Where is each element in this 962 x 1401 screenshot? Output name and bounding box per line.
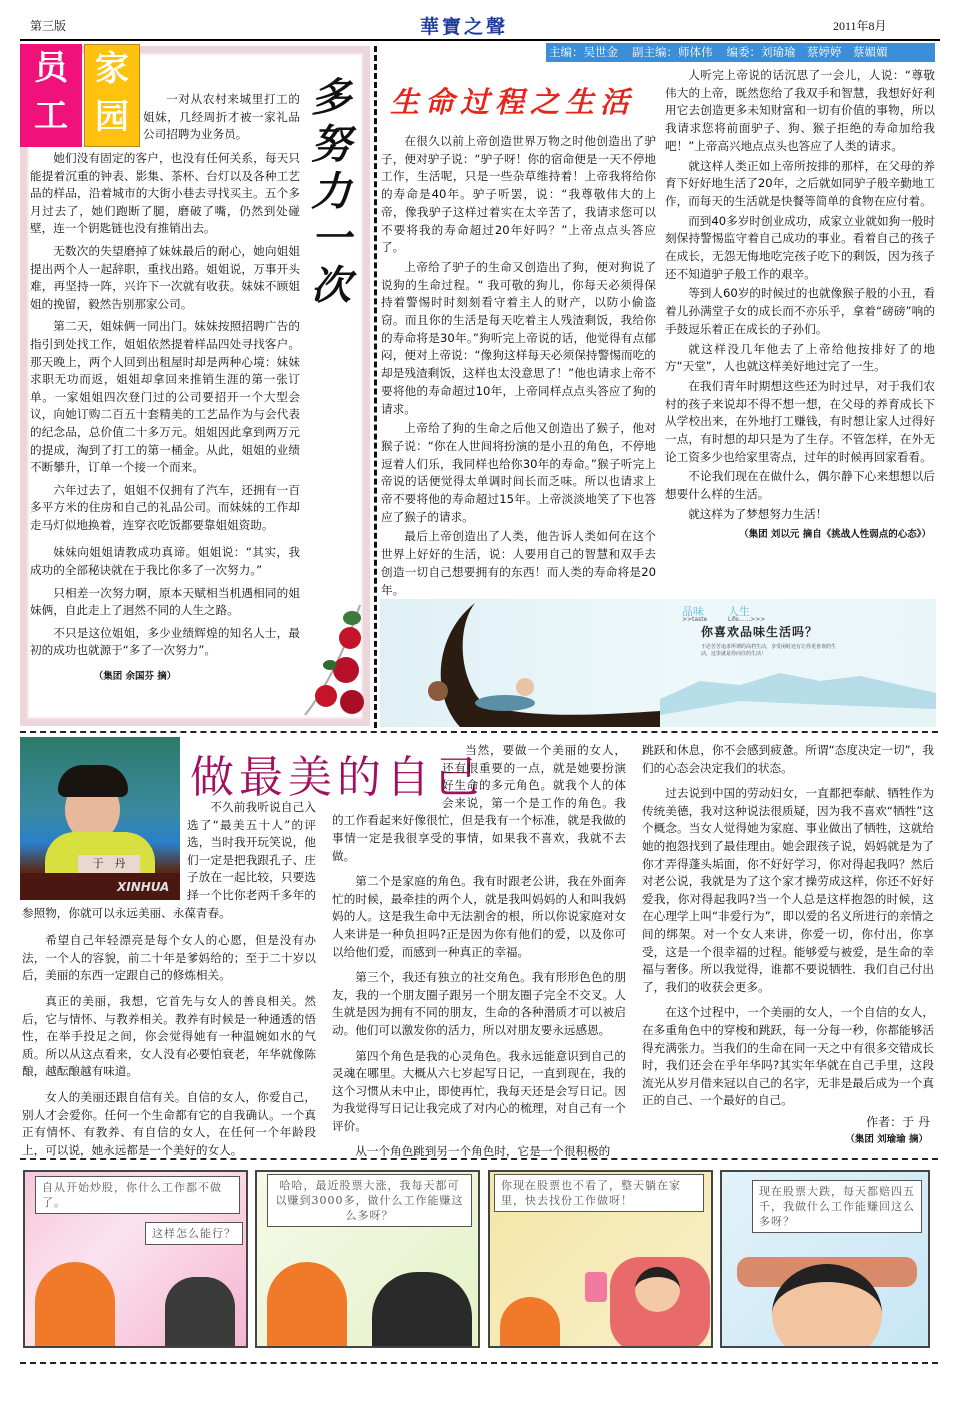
speech-bubble: 哈哈，最近股票大涨，我每天都可以赚到3000多，做什么工作能赚这么多呀？	[267, 1174, 472, 1227]
paragraph: 就这样人类正如上帝所按排的那样，在父母的养育下好好地生活了20年，之后就如同驴子般辛勤地工作，而每天的生活就是快餐等简单的食物在应付着。	[665, 158, 935, 208]
speech-bubble: 你现在股票也不看了，整天躺在家里，快去找份工作做呀！	[494, 1174, 704, 1212]
paragraph: 在这个过程中，一个美丽的女人，一个自信的女人，在多重角色中的穿梭和跳跃，每一分每一秒，你都能够活得充满张力。当我们的生命在同一天之中有很多交错成长时，我们还会在乎年华吗?其实年华就在自己手里，这段流光从岁月借来冠以自己的名字，无非是最后成为一个真正的自己、一个最好的自己。	[642, 1005, 934, 1108]
badge-char: 家	[95, 49, 129, 89]
section-divider	[20, 731, 938, 733]
photo-watermark: XINHUA	[117, 880, 170, 894]
ad-life-en: Life......>>>	[728, 616, 766, 623]
header-rule	[20, 39, 940, 41]
speech-bubble: 现在股票大跌，每天都赔四五千，我做什么工作能赚回这么多呀？	[752, 1180, 922, 1233]
paragraph: 无数次的失望磨掉了妹妹最后的耐心，她向姐姐提出两个人一起辞职，重找出路。姐姐说，万事开头难，再坚持一阵，兴许下一次就有收获。妹妹不顾姐姐的挽留，毅然告别那家公司。	[30, 243, 300, 311]
ad-taste: 品味	[682, 605, 704, 618]
paragraph: 等到人60岁的时候过的也就像猴子般的小丑，看着儿孙满堂子女的成长而不亦乐乎，拿着“磅磅”响的手鼓逗乐着正在成长的子孙们。	[665, 286, 935, 336]
article2-source: （集团 刘以元 摘自《挑战人性弱点的心态》）	[739, 528, 931, 540]
article1-source: （集团 余国芬 摘）	[93, 671, 177, 683]
deputy-editor: 副主编：师体伟	[632, 45, 713, 59]
paragraph: 一对从农村来城里打工的姐妹，几经周折才被一家礼品公司招聘为业务员。	[143, 92, 300, 142]
paragraph: 她们没有固定的客户，也没有任何关系，每天只能提着沉重的钟表、影集、茶杯、台灯以及各种工艺品的样品，沿着城市的大街小巷去寻找买主。五个多月过去了，她们跑断了腿，磨破了嘴，仍然到处碰壁，连一个钥匙链也没有推销出去。	[30, 151, 300, 236]
paragraph: 就这样为了梦想努力生活！	[688, 506, 828, 521]
landscape-picture	[400, 599, 670, 727]
badge-char: 园	[95, 97, 129, 137]
edition-label: 第三版	[30, 19, 67, 33]
staff-banner	[546, 43, 935, 62]
title-char: 多	[311, 74, 351, 121]
speech-bubble: 这样怎么能行？	[145, 1222, 243, 1245]
chief-editor: 主编：吴世金	[549, 45, 618, 59]
badge-char: 工	[34, 96, 68, 136]
article3-author: 作者：于 丹	[866, 1114, 930, 1129]
article2-col2	[665, 67, 935, 543]
badge-home	[84, 44, 140, 147]
paragraph: 第三个，我还有独立的社交角色。我有形形色色的朋友，我的一个朋友圈子跟另一个朋友圈子完全不交叉。人生就是因为拥有不同的朋友，生命的各种潜质才可以被启动。他们可以激发你的活力，所以对朋友要永远感恩。	[332, 970, 626, 1037]
paragraph: 第二个是家庭的角色。我有时跟老公讲，我在外面奔忙的时候，最牵挂的两个人，就是我叫妈妈的人和叫我妈妈的人。这是我生命中无法割舍的根，所以你说家庭对女人来讲是一种负担吗?正是因为你有他们的爱，以及你可以给他们爱，而感到一种真正的幸福。	[332, 874, 626, 959]
paragraph: 不论我们现在在做什么，偶尔静下心来想想以后想要什么样的生活。	[665, 469, 935, 502]
article3-col3	[642, 742, 934, 1149]
badge-staff	[20, 44, 82, 147]
article2-col1	[381, 133, 656, 599]
paragraph: 从一个角色跳到另一个角色时，它是一个很积极的	[355, 1144, 611, 1159]
lifestyle-image	[380, 599, 936, 727]
woman-character	[267, 1262, 347, 1348]
column-divider	[374, 46, 377, 728]
ad-life: 人生	[728, 605, 750, 618]
badge-char: 员	[34, 48, 68, 88]
issue-date: 2011年8月	[833, 19, 887, 33]
comic-panel-3	[488, 1170, 713, 1348]
paragraph: 真正的美丽，我想，它首先与女人的善良相关。然后，它与情怀、与教养相关。教养有时候是一种通透的悟性，在举手投足之间，你会觉得她有一种温婉如水的气质。所以从这点看来，女人没有必要怕衰老，年华就像陈酿，越酝酿越有味道。	[22, 993, 316, 1079]
paragraph: 希望自己年轻漂亮是每个女人的心愿，但是没有办法，一个人的容貌，前二十年是爹妈给的；至于二十岁以后，美丽的东西一定跟自己的修炼相关。	[22, 933, 316, 983]
title-spacer	[332, 742, 442, 795]
paragraph-part: 老两千多年的参照物，你就可以永远美丽、永葆青春。	[22, 887, 316, 920]
title-char: 次	[311, 262, 351, 309]
paragraph: 只相差一次努力啊，原本天赋相当机遇相同的姐妹俩，自此走上了迥然不同的人生之路。	[30, 585, 300, 618]
speech-bubble: 自从开始炒股，你什么工作都不做了。	[35, 1176, 240, 1214]
comic-panel-1	[23, 1170, 248, 1348]
paragraph: 不只是这位姐姐，多少业绩辉煌的知名人士，最初的成功也就源于“多了一次努力”。	[30, 625, 300, 658]
rose-decoration	[300, 600, 366, 720]
woman-character	[35, 1262, 115, 1348]
paragraph-continued: 跳跃和休息，你不会感到疲惫。所谓“态度决定一切”，我们的心态会决定我们的状态。	[642, 743, 934, 775]
paragraph: 第四个角色是我的心灵角色。我永远能意识到自己的灵魂在哪里。大概从六七岁起写日记，一直到现在，我的这个习惯从未中止，即使再忙，我每天还是会写日记。因为我觉得写日记让我完成了对内心的梳理，对自己有一个评价。	[332, 1048, 626, 1133]
article2-title: 生命过程之生活	[390, 85, 636, 119]
man-character	[372, 1272, 472, 1348]
comic-panel-4	[720, 1170, 930, 1348]
man-character	[165, 1277, 235, 1348]
article3-source: （集团 刘瑜瑜 摘）	[845, 1134, 928, 1146]
paragraph: 上帝给了驴子的生命又创造出了狗，便对狗说了说狗的生命过程。“ 我可敬的狗儿，你每天必须得保持着警惕时时刻刻看守着主人的财产，以防小偷盗窃。而且你的生活是每天吃着主人残渣剩饭，我给你的寿命将是30年。”狗听完上帝说的话，他觉得有点郁闷，便对上帝说：“像狗这样每天必须保持警惕而吃的却是残渣剩饭，这样也太没意思了！”他也请求上帝不要将他的寿命超过10年，上帝同样点点头答应了狗的请求。	[381, 259, 656, 416]
article1-title	[306, 74, 356, 309]
article1-intro	[143, 91, 300, 144]
woman-character	[500, 1297, 560, 1348]
paragraph: 就这样没几年他去了上帝给他按排好了的地方“天堂”，人也就这样美好地过完了一生。	[665, 341, 935, 374]
article1-body	[30, 150, 300, 686]
paragraph-part: 不久前我听说自己入选了“最美五十人”的评选，当时我开玩笑说，他们一定是把我跟孔子、庄子放在一起比较，只要选择一个比你	[187, 800, 316, 902]
paragraph: 妹妹向姐姐请教成功真谛。姐姐说：“其实，我成功的全部秘诀就在于我比你多了一次努力。”	[30, 545, 300, 578]
ad-taste-en: >>taste	[682, 616, 708, 623]
lamp	[585, 1272, 607, 1302]
paragraph: 在我们青年时期想这些还为时过早，对于我们农村的孩子来说却不得不想一想，在父母的养育成长下从学校出来，在外地打工赚钱，有时想让家人过得好一点，有时想的却只是为了生存。不管怎样，在外无论工资多少也给家里寄点，过年的时候再回家看看。	[665, 378, 935, 464]
paragraph: 当然，要做一个美丽的女人，还有很重要的一点，就是她要扮演好生命的多元角色。就我个人的体会来说，第一个是工作的角色。我的工作看起来好像很忙，但是我有一个标准，就是我做的事情一定是我很享受的事情，如果我不喜欢，我就不去做。	[332, 743, 626, 863]
title-char: 努	[311, 121, 351, 168]
title-char: 一	[311, 215, 351, 262]
section-divider	[20, 1362, 938, 1364]
mountain-graphic	[660, 671, 936, 727]
paper-title: 華寶之聲	[420, 16, 509, 38]
paragraph: 过去说到中国的劳动妇女，一直都把奉献、牺牲作为传统美德，我对这种说法很质疑，因为我不喜欢“牺牲”这个概念。当女人觉得她为家庭、事业做出了牺牲，这就给她的抱怨找到了最佳理由。她会跟孩子说，妈妈就是为了你才弄得蓬头垢面，你不好好学习，你对得起我吗？然后对老公说，我就是为了这个家才操劳成这样，你还不好好爱我，你对得起我吗?当一个人总是这样抱怨的时候，这在心理学上叫“非爱行为”，即以爱的名义所进行的亲情之间的绑架。对一个女人来讲，你爱一切，你付出，你享受，这是一个很幸福的过程。能够爱与被爱，是生命的幸福与奢侈。所以我觉得，谁都不要说牺牲．我们自己付出了，我们的收获会更多。	[642, 786, 934, 994]
title-char: 力	[311, 168, 351, 215]
paragraph: 最后上帝创造出了人类，他告诉人类如何在这个世界上好好的生活，说：人要用自己的智慧和双手去创造一切自己想要拥有的东西！而人类的寿命将是20年。	[381, 529, 656, 597]
nameplate: 于 丹	[78, 855, 140, 873]
paragraph: 上帝给了狗的生命之后他又创造出了猴子，他对猴子说：“你在人世间将扮演的是小丑的角色，不停地逗着人们乐，我同样也给你30年的寿命。”猴子听完上帝说的话便觉得太单调时间长而乏味。所以也请求上帝不要将他的寿命超过15年。上帝淡淡地笑了下也答应了猴子的请求。	[381, 421, 656, 524]
paragraph: 第二天，姐妹俩一同出门。妹妹按照招聘广告的指引到处找工作，姐姐依然提着样品四处寻找客户。那天晚上，两个人回到出租屋时却是两种心境：妹妹求职无功而返，姐姐却拿回来推销生涯的第一张订单。一家姐姐四次登门过的公司要招开一个大型会议，向她订购二百五十套精美的工艺品作为与会代表的纪念品，总价值二十多万元。姐姐因此拿到两万元的提成，淘到了打工的第一桶金。从此，姐姐的业绩不断攀升，订单一个接一个而来。	[30, 319, 300, 475]
man-character	[635, 1267, 680, 1312]
paragraph: 在很久以前上帝创造世界万物之时他创造出了驴子，便对驴子说：“驴子呀！你的宿命便是一天不停地工作，生活呢，只是一些杂草维持着！上帝我将给你的寿命是40年。驴子听罢，说：“我尊敬伟大的上帝，像我驴子这样过着实在太辛苦了，我请求您可以不要将我的寿命超过20年好吗？”上帝点点头答应了。	[381, 134, 656, 255]
paragraph: 而到40多岁时创业成功，成家立业就如狗一般时刻保持警惕监守着自己成功的事业。看着自己的孩子在成长，无怨无悔地吃完孩子吃下的剩饭，因为孩子还不知道驴子般工作的艰辛。	[665, 213, 935, 281]
article3-title: 做最美的自己	[190, 752, 484, 803]
article3-col2	[332, 742, 626, 1161]
ad-headline: 你喜欢品味生活吗？	[701, 625, 819, 639]
comic-panel-2	[255, 1170, 480, 1348]
paragraph: 六年过去了，姐姐不仅拥有了汽车，还拥有一百多平方米的住房和自己的礼品公司。而妹妹的工作却走马灯似地换着，连穿衣吃饭都要靠姐姐资助。	[30, 482, 300, 532]
ad-small-text: 不必苦苦追求所谓的高档生活，享受闲时还有让你更喜欢的生活，这里就是你向往的生活！	[701, 644, 837, 657]
editors: 编委：刘瑜瑜 蔡婷婷 蔡媚媚	[726, 45, 888, 59]
paragraph: 人听完上帝说的话沉思了一会儿，人说：“尊敬伟大的上帝，既然您给了我双手和智慧，我想好好利用它去创造更多未知财富和一切有价值的事物，所以我请求您将前面驴子、狗、猴子拒绝的寿命加给我吧！”上帝高兴地点点头也答应了人类的请求。	[665, 68, 935, 153]
photo-spacer	[22, 737, 187, 903]
paragraph: 女人的美丽还跟自信有关。自信的女人，你爱自己，别人才会爱你。任何一个生命都有它的自我确认。一个真正有情怀、有教养、有自信的女人，在任何一个年龄段上，可以说，她永远都是一个美好的女人。	[22, 1089, 316, 1157]
article3-col1	[22, 737, 316, 1159]
